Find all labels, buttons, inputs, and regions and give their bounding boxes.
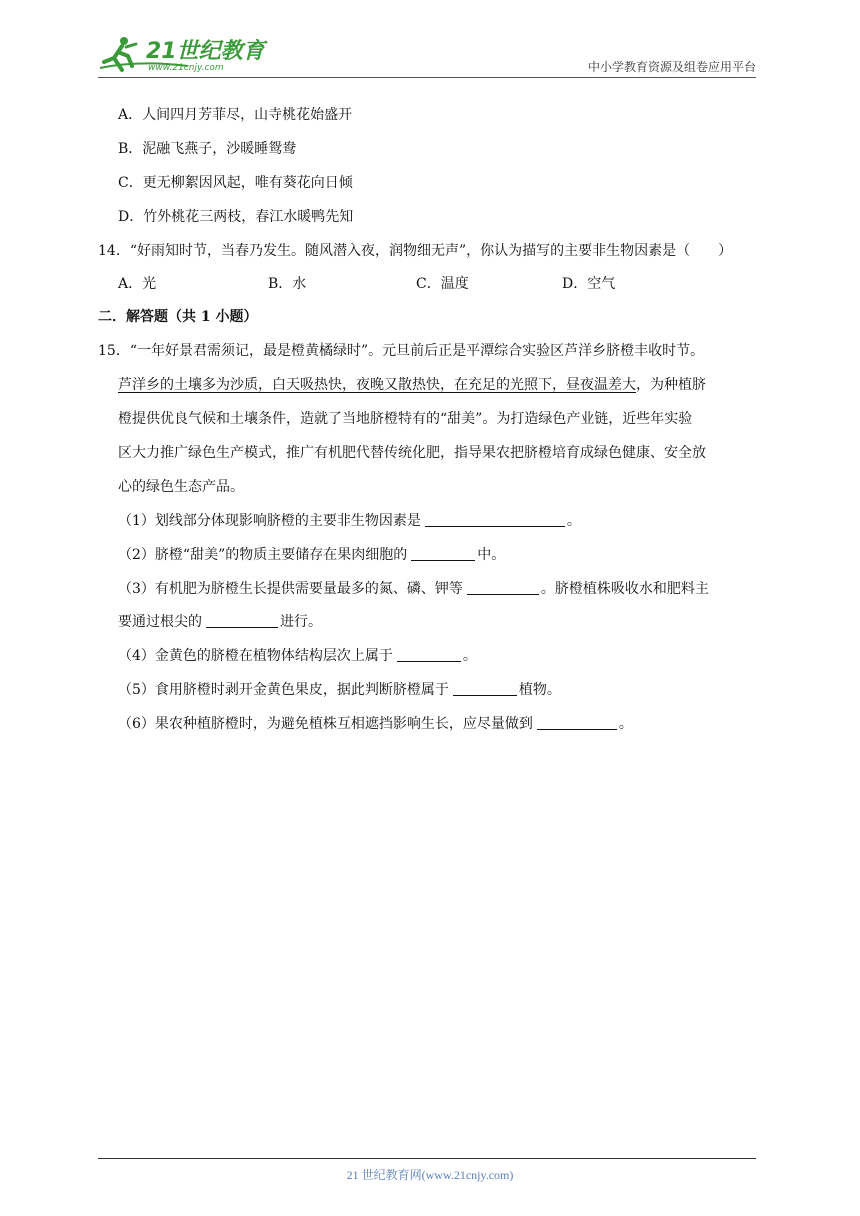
answer-blank-3b[interactable] [206, 613, 278, 628]
q15-sub-4 [118, 646, 477, 666]
q13-option-a: A．人间四月芳菲尽，山寺桃花始盛开 [118, 107, 353, 123]
q13-option-b: B．泥融飞燕子，沙暖睡鸳鸯 [118, 141, 297, 157]
q15-line-2-rest: ，为种植脐 [636, 377, 706, 393]
svg-text:www.21cnjy.com: www.21cnjy.com [148, 63, 224, 73]
q15-sub-3 [118, 579, 709, 599]
footer-divider [98, 1158, 756, 1159]
sub-3-mid: 。脐橙植株吸收水和肥料主 [540, 581, 709, 597]
q14-option-a: A．光 [118, 276, 157, 292]
sub-2-end: 中。 [477, 547, 506, 563]
answer-blank-6[interactable] [537, 715, 617, 730]
answer-blank-5[interactable] [453, 681, 517, 696]
q15-sub-6 [118, 714, 633, 734]
sub-6-text: （6）果农种植脐橙时，为避免植株互相遮挡影响生长，应尽量做到 [118, 716, 533, 732]
q15-sub-3-cont [118, 612, 322, 632]
q14-option-c: C．温度 [416, 276, 469, 292]
q15-sub-5 [118, 680, 561, 700]
q15-line-1: 15．“一年好景君需须记，最是橙黄橘绿时”。元旦前后正是平潭综合实验区芦洋乡脐橙丰收时节。 [98, 343, 705, 359]
q15-sub-1 [118, 511, 581, 531]
q14-stem: 14．“好雨知时节，当春乃发生。随风潜入夜，润物细无声”，你认为描写的主要非生物因素是（ ） [98, 243, 733, 259]
q15-line-3: 橙提供优良气候和土壤条件，造就了当地脐橙特有的“甜美”。为打造绿色产业链，近些年实验 [118, 411, 693, 427]
sub-1-text: （1）划线部分体现影响脐橙的主要非生物因素是 [118, 513, 421, 529]
section-heading: 二．解答题（共 1 小题） [98, 309, 258, 325]
q15-line-4: 区大力推广绿色生产模式，推广有机肥代替传统化肥，指导果农把脐橙培育成绿色健康、安全放 [118, 445, 706, 461]
sub-5-text: （5）食用脐橙时剥开金黄色果皮，据此判断脐橙属于 [118, 682, 449, 698]
q13-option-c: C．更无柳絮因风起，唯有葵花向日倾 [118, 175, 353, 191]
svg-text:21世纪教育: 21世纪教育 [146, 39, 265, 64]
answer-blank-2[interactable] [411, 546, 475, 561]
sub-3-line2-end: 进行。 [280, 614, 322, 630]
footer-text[interactable]: 21 世纪教育网(www.21cnjy.com) [346, 1168, 514, 1182]
sub-4-text: （4）金黄色的脐橙在植物体结构层次上属于 [118, 648, 393, 664]
answer-blank-1[interactable] [425, 512, 565, 527]
sub-2-text: （2）脐橙“甜美”的物质主要储存在果肉细胞的 [118, 547, 408, 563]
platform-name: 中小学教育资源及组卷应用平台 [587, 60, 756, 74]
q14-option-d: D．空气 [562, 276, 616, 292]
header-divider [98, 77, 756, 78]
q14-option-b: B．水 [268, 276, 307, 292]
sub-3-text: （3）有机肥为脐橙生长提供需要量最多的氮、磷、钾等 [118, 581, 463, 597]
q15-line-5: 心的绿色生态产品。 [118, 479, 244, 495]
q15-sub-2 [118, 545, 505, 565]
sub-6-end: 。 [618, 716, 633, 732]
q13-option-d: D．竹外桃花三两枝，春江水暖鸭先知 [118, 209, 354, 225]
sub-3-line2-text: 要通过根尖的 [118, 614, 202, 630]
underlined-passage: 芦洋乡的土壤多为沙质，白天吸热快，夜晚又散热快，在充足的光照下，昼夜温差大 [118, 377, 636, 393]
page-header [98, 28, 756, 78]
q15-line-2 [118, 375, 706, 395]
sub-5-end: 植物。 [518, 682, 561, 698]
sub-1-end: 。 [566, 513, 581, 529]
answer-blank-3a[interactable] [467, 580, 539, 595]
site-logo [98, 32, 273, 74]
answer-blank-4[interactable] [397, 647, 461, 662]
sub-4-end: 。 [462, 648, 477, 664]
